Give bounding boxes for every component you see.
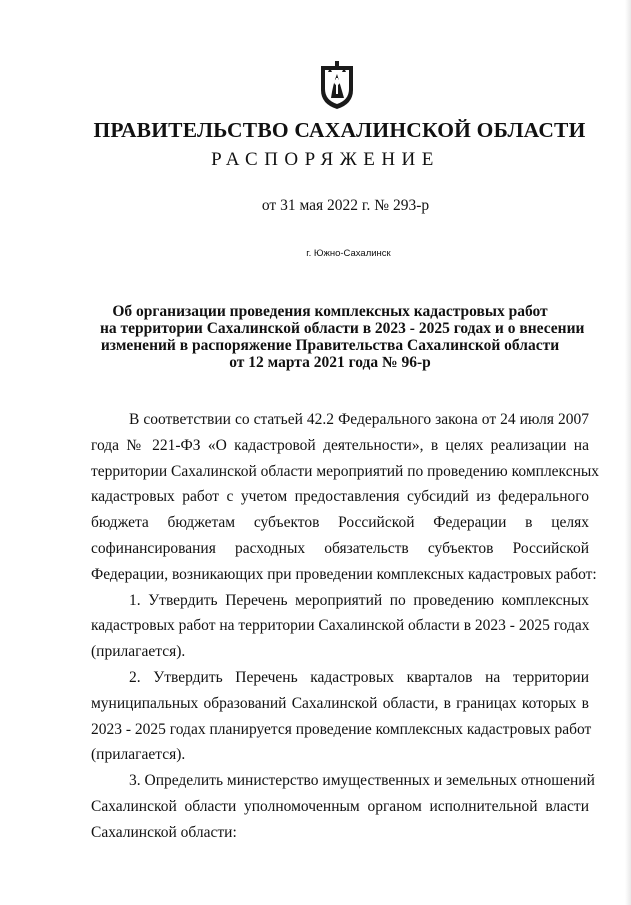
page-edge-shadow (625, 0, 631, 905)
document-date-number: от 31 мая 2022 г. № 293-р (261, 197, 430, 214)
body-line: (прилагается). (91, 643, 186, 661)
body-line: 2023 - 2025 годах планируется проведение комплексных кадастровых работ (91, 720, 592, 738)
document-body (91, 407, 600, 846)
body-line: кадастровых работ на территории Сахалинской области в 2023 - 2025 годах (91, 617, 590, 635)
document-subject (100, 303, 585, 371)
document-type: РАСПОРЯЖЕНИЕ (211, 149, 440, 170)
subject-line: изменений в распоряжение Правительства Сахалинской области (100, 337, 560, 354)
subject-line: на территории Сахалинской области в 2023 - 2025 годах и о внесении (100, 320, 585, 337)
body-line: 3. Определить министерство имущественных и земельных отношений (129, 772, 595, 790)
body-line: территории Сахалинской области мероприятий по проведению комплексных (91, 462, 600, 480)
subject-line: Об организации проведения комплексных кадастровых работ (112, 303, 548, 320)
coat-of-arms-icon (317, 60, 357, 110)
body-line: 2. Утвердить Перечень кадастровых кварталов на территории (129, 668, 589, 686)
body-line: муниципальных образований Сахалинской области, в границах которых в (91, 694, 589, 712)
body-line: Федерации, возникающих при проведении комплексных кадастровых работ: (91, 565, 597, 583)
body-line: года № 221-ФЗ «О кадастровой деятельности», в целях реализации на (91, 436, 589, 454)
body-line: софинансирования расходных обязательств субъектов Российской (91, 539, 589, 557)
subject-line: от 12 марта 2021 года № 96-р (229, 354, 431, 371)
body-line: (прилагается). (91, 746, 186, 764)
city-name: г. Южно-Сахалинск (306, 248, 391, 259)
body-line: бюджета бюджетам субъектов Российской Федерации в целях (91, 514, 589, 532)
body-line: Сахалинской области уполномоченным органом исполнительной власти (91, 797, 589, 815)
body-line: кадастровых работ с учетом предоставления субсидий из федерального (91, 488, 589, 506)
body-line: Сахалинской области: (91, 823, 237, 841)
body-line: В соответствии со статьей 42.2 Федерального закона от 24 июля 2007 (129, 411, 589, 428)
body-line: 1. Утвердить Перечень мероприятий по проведению комплексных (129, 591, 589, 609)
organization-title: ПРАВИТЕЛЬСТВО САХАЛИНСКОЙ ОБЛАСТИ (93, 118, 586, 142)
